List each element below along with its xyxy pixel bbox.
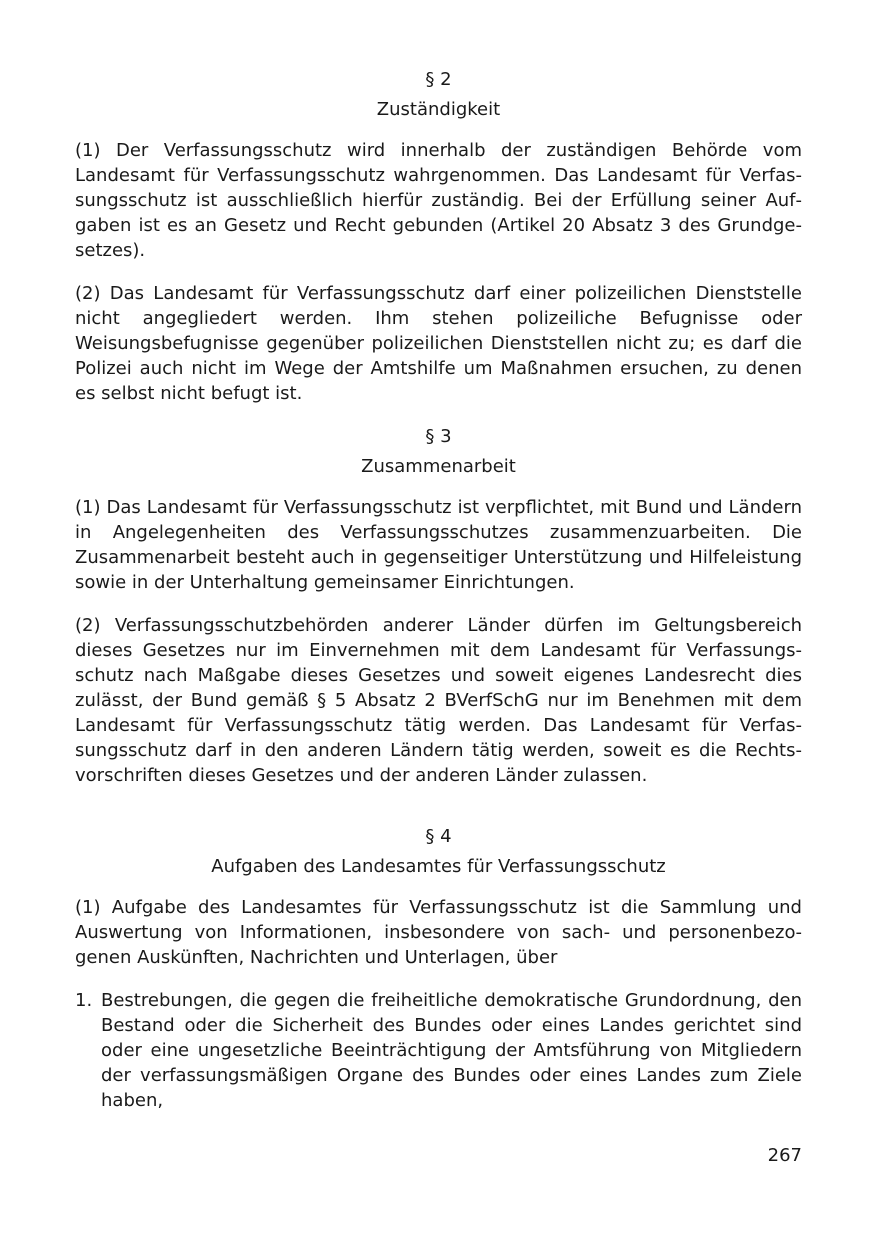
enumeration-list [75, 988, 802, 1113]
section-title: Zusammenarbeit [361, 456, 516, 477]
section-2 [75, 67, 802, 406]
paragraph: (1) Das Landesamt für Verfassungsschutz ist verpflichtet, mit Bund und Ländern in Angelegenheiten des Verfassungsschutzes zusammenzuarbeiten. Die Zusammenarbeit besteht auch in gegenseitiger Unterstützung und Hilfeleistung sowie in der Unterhaltung gemeinsamer Einrichtungen. [75, 497, 802, 593]
section-title: Aufgaben des Landesamtes für Verfassungsschutz [211, 856, 666, 877]
paragraph: (2) Das Landesamt für Verfassungsschutz darf einer polizeilichen Dienststelle nicht angegliedert werden. Ihm stehen polizeiliche Befugnisse oder Weisungsbefugnisse gegenüber polizeilichen Dienststellen nicht zu; es darf die Polizei auch nicht im Wege der Amtshilfe um Maßnahmen ersuchen, zu denen es selbst nicht befugt ist. [75, 283, 802, 404]
section-number: § 4 [425, 826, 452, 847]
list-item-number: 1. [75, 990, 93, 1011]
section-4 [75, 824, 802, 1113]
paragraph: (2) Verfassungsschutzbehörden anderer Länder dürfen im Geltungsbereich dieses Gesetzes nur im Einvernehmen mit dem Landesamt für Verfassungsschutz nach Maßgabe dieses Gesetzes und soweit eigenes Landesrecht dies zulässt, der Bund gemäß § 5 Absatz 2 BVerfSchG nur im Benehmen mit dem Landesamt für Verfassungsschutz tätig werden. Das Landesamt für Verfassungsschutz darf in den anderen Ländern tätig werden, soweit es die Rechtsvorschriften dieses Gesetzes und der anderen Länder zulassen. [75, 615, 802, 786]
section-title: Zuständigkeit [376, 99, 501, 120]
section-3 [75, 424, 802, 788]
paragraph: (1) Aufgabe des Landesamtes für Verfassungsschutz ist die Sammlung und Auswertung von Informationen, insbesondere von sach- und personenbezogenen Auskünften, Nachrichten und Unterlagen, über [75, 897, 802, 968]
list-item-text: Bestrebungen, die gegen die freiheitliche demokratische Grundordnung, den Bestand oder die Sicherheit des Bundes oder eines Landes gerichtet sind oder eine ungesetzliche Beeinträchtigung der Amtsführung von Mitgliedern der verfassungsmäßigen Organe des Bundes oder eines Landes zum Ziele haben, [101, 990, 802, 1111]
list-item [75, 988, 802, 1113]
section-number: § 3 [425, 426, 452, 447]
page-number: 267 [767, 1145, 802, 1166]
page-content [75, 67, 802, 1113]
section-number: § 2 [425, 69, 452, 90]
section-spacer [75, 806, 802, 824]
paragraph: (1) Der Verfassungsschutz wird innerhalb der zuständigen Behörde vom Landesamt für Verfassungsschutz wahrgenommen. Das Landesamt für Verfassungsschutz ist ausschließlich hierfür zuständig. Bei der Erfüllung seiner Aufgaben ist es an Gesetz und Recht gebunden (Artikel 20 Absatz 3 des Grundgesetzes). [75, 140, 802, 261]
